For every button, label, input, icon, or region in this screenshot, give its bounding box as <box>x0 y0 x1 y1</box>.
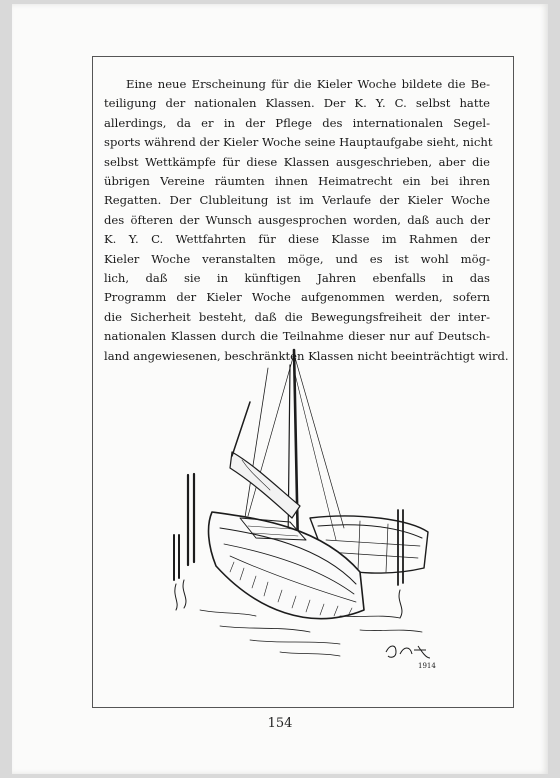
text-line: des öfteren der Wunsch ausgesprochen worden, daß auch der <box>104 212 490 227</box>
text-line: allerdings, da er in der Pflege des internationalen Segel- <box>104 115 490 130</box>
artist-signature <box>386 646 436 670</box>
text-line: übrigen Vereine räumten ihnen Heimatrecht ein bei ihren <box>104 174 490 189</box>
page-number: 154 <box>267 716 293 731</box>
sailboat-illustration <box>160 340 450 685</box>
text-line: Eine neue Erscheinung für die Kieler Woche bildete die Be- <box>126 77 490 91</box>
text-line: Regatten. Der Clubleitung ist im Verlaufe der Kieler Woche <box>104 193 490 208</box>
text-line: K. Y. C. Wettfahrten für diese Klasse im Rahmen der <box>104 232 490 247</box>
text-line: teiligung der nationalen Klassen. Der K. Y. C. selbst hatte <box>104 96 490 111</box>
text-line: Kieler Woche veranstalten möge, und es ist wohl mög- <box>104 251 490 266</box>
text-line: selbst Wettkämpfe für diese Klassen ausgeschrieben, aber die <box>104 154 490 169</box>
text-line: nationalen Klassen durch die Teilnahme dieser nur auf Deutsch- <box>104 329 490 344</box>
text-line: die Sicherheit besteht, daß die Bewegungsfreiheit der inter- <box>104 309 490 324</box>
svg-text:1914: 1914 <box>418 662 436 670</box>
text-line: Programm der Kieler Woche aufgenommen werden, sofern <box>104 290 490 305</box>
text-line: lich, daß sie in künftigen Jahren ebenfalls in das <box>104 271 490 286</box>
body-paragraph <box>104 75 509 366</box>
text-line: land angewiesenen, beschränkten Klassen nicht beeinträchtigt wird. <box>104 348 509 363</box>
text-line: sports während der Kieler Woche seine Hauptaufgabe sieht, nicht <box>104 135 493 150</box>
